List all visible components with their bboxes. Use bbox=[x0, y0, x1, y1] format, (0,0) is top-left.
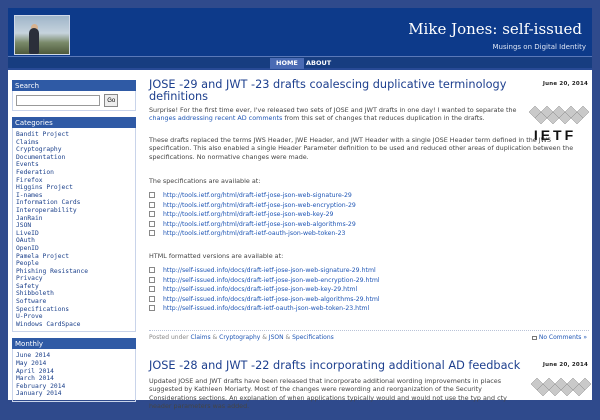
category-link[interactable]: Software bbox=[16, 298, 47, 306]
categories-heading: Categories bbox=[12, 117, 136, 128]
spec-link[interactable]: http://tools.ietf.org/html/draft-ietf-jose-json-web-algorithms-29 bbox=[149, 220, 356, 230]
archive-month-link[interactable]: April 2014 bbox=[16, 367, 54, 375]
category-link[interactable]: Interoperability bbox=[16, 206, 77, 214]
category-link[interactable]: LiveID bbox=[16, 229, 39, 237]
category-link[interactable]: Privacy bbox=[16, 275, 43, 283]
category-link[interactable]: Bandit Project bbox=[16, 131, 70, 138]
comments-link[interactable]: No Comments » bbox=[532, 334, 587, 341]
html-version-link[interactable]: http://self-issued.info/docs/draft-ietf-jose-json-web-key-29.html bbox=[149, 285, 380, 295]
html-version-link[interactable]: http://self-issued.info/docs/draft-ietf-jose-json-web-algorithms-29.html bbox=[149, 295, 380, 305]
search-go-button[interactable]: Go bbox=[104, 94, 118, 107]
spec-link-list bbox=[149, 191, 356, 239]
categories-list bbox=[12, 128, 136, 332]
footer-category-link[interactable]: Specifications bbox=[292, 334, 334, 341]
category-link[interactable]: JSON bbox=[16, 222, 32, 230]
post-date: June 20, 2014 bbox=[542, 81, 588, 87]
site-tagline: Musings on Digital Identity bbox=[492, 43, 586, 51]
spec-link[interactable]: http://tools.ietf.org/html/draft-ietf-jose-json-web-key-29 bbox=[149, 210, 356, 220]
category-link[interactable]: OpenID bbox=[16, 244, 39, 252]
monthly-list bbox=[12, 349, 136, 402]
category-link[interactable]: I-names bbox=[16, 191, 43, 199]
category-link[interactable]: Firefox bbox=[16, 176, 43, 184]
search-input[interactable] bbox=[16, 95, 100, 106]
post-paragraph: These drafts replaced the terms JWS Header, JWE Header, and JWT Header with a single JOSE Header term defined in the JWS specification. This also enabled a single Header Parameter definition to be used and reduced other areas of duplication between the specifications. No normative changes were made. bbox=[149, 136, 574, 161]
archive-month-link[interactable]: May 2014 bbox=[16, 360, 47, 368]
post-date: June 20, 2014 bbox=[542, 362, 588, 368]
ietf-logo bbox=[527, 374, 591, 414]
search-heading: Search bbox=[12, 80, 136, 91]
tab-about[interactable]: ABOUT bbox=[306, 59, 332, 67]
post-footer: Posted under Claims & Cryptography & JSON & Specifications No Comments » bbox=[149, 330, 589, 342]
spec-link[interactable]: http://tools.ietf.org/html/draft-ietf-oauth-json-web-token-23 bbox=[149, 229, 356, 239]
category-link[interactable]: Events bbox=[16, 161, 39, 169]
category-link[interactable]: Phishing Resistance bbox=[16, 267, 89, 275]
footer-category-link[interactable]: Cryptography bbox=[219, 334, 261, 341]
comment-icon bbox=[532, 336, 537, 340]
monthly-heading: Monthly bbox=[12, 338, 136, 349]
category-link[interactable]: People bbox=[16, 260, 39, 268]
post-paragraph: The specifications are available at: bbox=[149, 177, 261, 185]
category-link[interactable]: Windows CardSpace bbox=[16, 320, 81, 328]
post-title[interactable]: JOSE -28 and JWT -22 drafts incorporating additional AD feedback bbox=[149, 359, 521, 372]
post-paragraph: HTML formatted versions are available at: bbox=[149, 252, 284, 260]
html-version-link[interactable]: http://self-issued.info/docs/draft-ietf-oauth-json-web-token-23.html bbox=[149, 304, 380, 314]
category-link[interactable]: Specifications bbox=[16, 305, 70, 313]
page bbox=[8, 8, 592, 410]
category-link[interactable]: OAuth bbox=[16, 237, 35, 245]
post-paragraph: Updated JOSE and JWT drafts have been released that incorporate additional wording improvements in places suggested by Kathleen Moriarty. Most of the changes were rewording and reorganization of the Security Considerations sections. An explanation of when applications typically would and would not use the typ and cty header parameters was added. bbox=[149, 377, 507, 410]
post-title[interactable]: JOSE -29 and JWT -23 drafts coalescing duplicative terminology definitions bbox=[149, 78, 507, 103]
spec-link[interactable]: http://tools.ietf.org/html/draft-ietf-jose-json-web-signature-29 bbox=[149, 191, 356, 201]
html-version-link[interactable]: http://self-issued.info/docs/draft-ietf-jose-json-web-signature-29.html bbox=[149, 266, 380, 276]
category-link[interactable]: JanRain bbox=[16, 214, 43, 222]
ietf-logo-text: IETF bbox=[533, 127, 577, 143]
category-link[interactable]: Federation bbox=[16, 168, 54, 176]
ad-comments-link[interactable]: changes addressing recent AD comments bbox=[149, 114, 283, 123]
post bbox=[149, 80, 589, 346]
archive-month-link[interactable]: February 2014 bbox=[16, 382, 66, 390]
footer-category-link[interactable]: Claims bbox=[190, 334, 211, 341]
category-link[interactable]: Pamela Project bbox=[16, 252, 70, 260]
main-nav bbox=[8, 56, 592, 70]
site-header bbox=[8, 8, 592, 56]
category-link[interactable]: Claims bbox=[16, 138, 39, 146]
html-version-link[interactable]: http://self-issued.info/docs/draft-ietf-jose-json-web-encryption-29.html bbox=[149, 276, 380, 286]
category-link[interactable]: U-Prove bbox=[16, 313, 43, 321]
post-paragraph: Surprise! For the first time ever, I've released two sets of JOSE and JWT drafts in one day! I wanted to separate the changes addressing recent AD comments from this set of changes that reduces duplication in the drafts. bbox=[149, 106, 517, 123]
search-box bbox=[12, 91, 136, 111]
category-link[interactable]: Shibboleth bbox=[16, 290, 54, 298]
category-link[interactable]: Documentation bbox=[16, 153, 66, 161]
archive-month-link[interactable]: March 2014 bbox=[16, 375, 54, 383]
site-title[interactable]: Mike Jones: self-issued bbox=[408, 20, 582, 38]
tab-home[interactable]: HOME bbox=[270, 58, 304, 69]
footer-category-link[interactable]: JSON bbox=[268, 334, 284, 341]
archive-month-link[interactable]: January 2014 bbox=[16, 390, 62, 398]
category-link[interactable]: Information Cards bbox=[16, 199, 81, 207]
category-link[interactable]: Safety bbox=[16, 282, 39, 290]
spec-link[interactable]: http://tools.ietf.org/html/draft-ietf-jose-json-web-encryption-29 bbox=[149, 201, 356, 211]
archive-month-link[interactable]: June 2014 bbox=[16, 352, 51, 360]
category-link[interactable]: Cryptography bbox=[16, 146, 62, 154]
header-photo bbox=[14, 15, 70, 55]
category-link[interactable]: Higgins Project bbox=[16, 184, 73, 192]
post bbox=[149, 360, 589, 420]
main-content bbox=[149, 80, 589, 410]
sidebar bbox=[12, 80, 136, 410]
html-link-list bbox=[149, 266, 380, 314]
